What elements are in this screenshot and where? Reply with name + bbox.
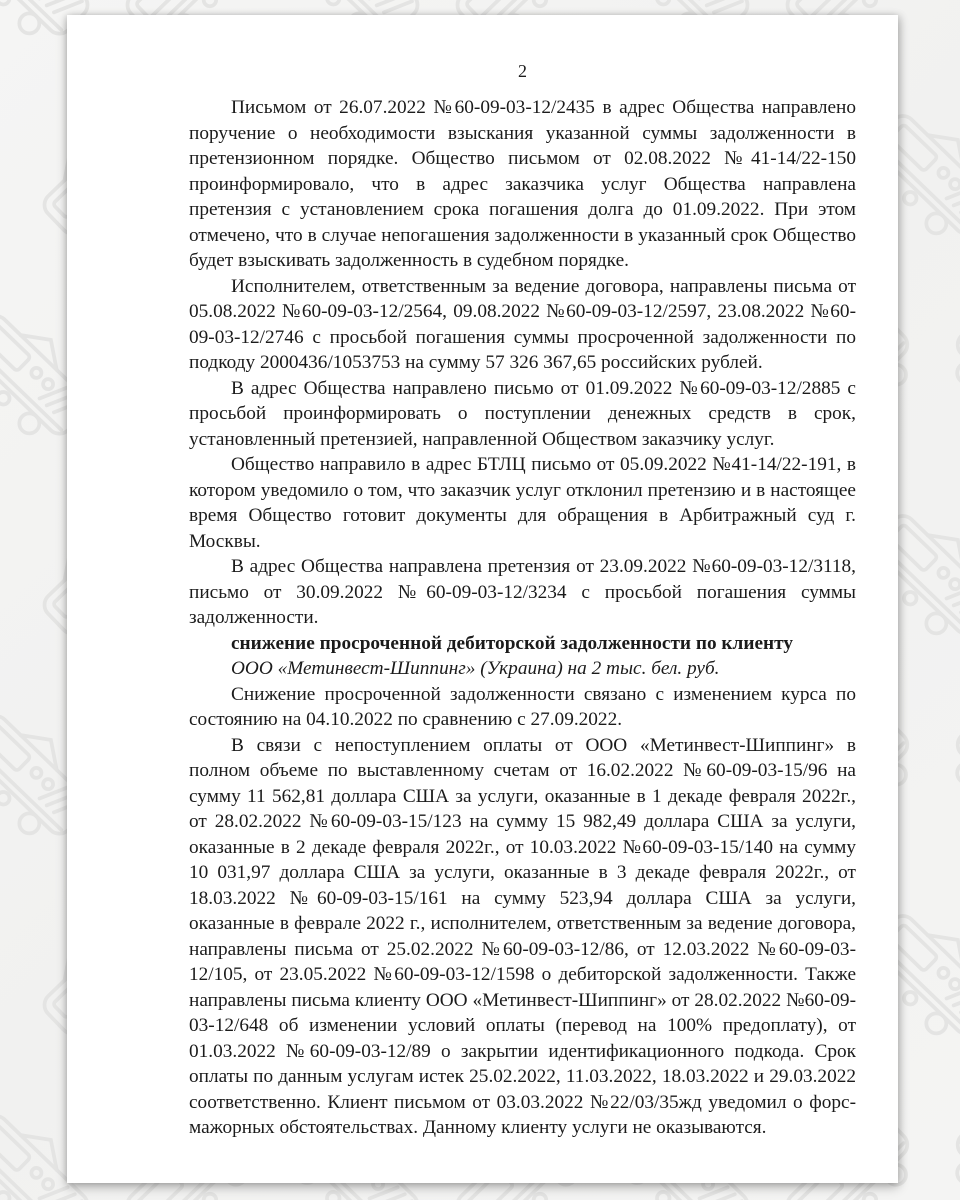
paragraph: Снижение просроченной задолженности связано с изменением курса по состоянию на 04.10.2022 по сравнению с 27.09.2022. (189, 683, 856, 730)
paragraph: В адрес Общества направлено письмо от 01.09.2022 №60-09-03-12/2885 с просьбой проинформировать о поступлении денежных средств в срок, установленный претензией, направленной Обществом заказчику услуг. (189, 377, 856, 450)
paragraph: В адрес Общества направлена претензия от 23.09.2022 №60-09-03-12/3118, письмо от 30.09.2022 №60-09-03-12/3234 с просьбой погашения суммы задолженности. (189, 556, 856, 628)
train-icon (925, 1088, 960, 1200)
paragraph: снижение просроченной дебиторской задолженности по клиенту (231, 632, 793, 654)
train-icon (925, 0, 960, 67)
document-content (189, 95, 856, 1141)
paragraph: В связи с непоступлением оплаты от ООО «Метинвест-Шиппинг» в полном объеме по выставленному счетам от 16.02.2022 №60-09-03-15/96 на сумму 11 562,81 доллара США за услуги, оказанные в 1 декаде февраля 2022г., от 28.02.2022 №60-09-03-15/123 на сумму 15 982,49 доллара США за услуги, оказанные в 2 декаде февраля 2022г., от 10.03.2022 №60-09-03-15/140 на сумму 10 031,97 доллара США за услуги, оказанные в 3 декаде февраля 2022г., от 18.03.2022 №60-09-03-15/161 на сумму 523,94 доллара США за услуги, оказанные в феврале 2022 г., исполнителем, ответственным за ведение договора, направлены письма от 25.02.2022 №60-09-03-12/86, от 12.03.2022 №60-09-03-12/105, от 23.05.2022 №60-09-03-12/1598 о дебиторской задолженности. Также направлены письма клиенту ООО «Метинвест-Шиппинг» от 28.02.2022 №60-09-03-12/648 об изменении условий оплаты (перевод на 100% предоплату), от 01.03.2022 №60-09-03-12/89 о закрытии идентификационного подкода. Срок оплаты по данным услугам истек 25.02.2022, 11.03.2022, 18.03.2022 и 29.03.2022 соответственно. Клиент письмом от 03.03.2022 №22/03/35жд уведомил о форс-мажорных обстоятельствах. Данному клиенту услуги не оказываются. (189, 734, 856, 1138)
paragraph: Письмом от 26.07.2022 №60-09-03-12/2435 в адрес Общества направлено поручение о необходимости взыскания указанной суммы задолженности в претензионном порядке. Общество письмом от 02.08.2022 №41-14/22-150 проинформировало, что в адрес заказчика услуг Общества направлена претензия с установлением срока погашения долга до 01.09.2022. При этом отмечено, что в случае непогашения задолженности в указанный срок Общество будет взыскивать задолженность в судебном порядке. (189, 97, 856, 271)
paragraph: Исполнителем, ответственным за ведение договора, направлены письма от 05.08.2022 №60-09-03-12/2564, 09.08.2022 №60-09-03-12/2597, 23.08.2022 №60-09-03-12/2746 с просьбой погашения суммы просроченной задолженности по подкоду 2000436/1053753 на сумму 57 326 367,65 российских рублей. (189, 275, 856, 373)
page-number: 2 (518, 61, 527, 81)
document-text-block (67, 61, 898, 1141)
train-icon (925, 688, 960, 868)
paragraph: Общество направило в адрес БТЛЦ письмо от 05.09.2022 №41-14/22-191, в котором уведомило о том, что заказчик услуг отклонил претензию и в настоящее время Общество готовит документы для обращения в Арбитражный суд г. Москвы. (189, 454, 856, 552)
train-icon (925, 288, 960, 468)
paragraph: ООО «Метинвест-Шиппинг» (Украина) на 2 тыс. бел. руб. (231, 658, 720, 679)
document-page (67, 15, 898, 1183)
